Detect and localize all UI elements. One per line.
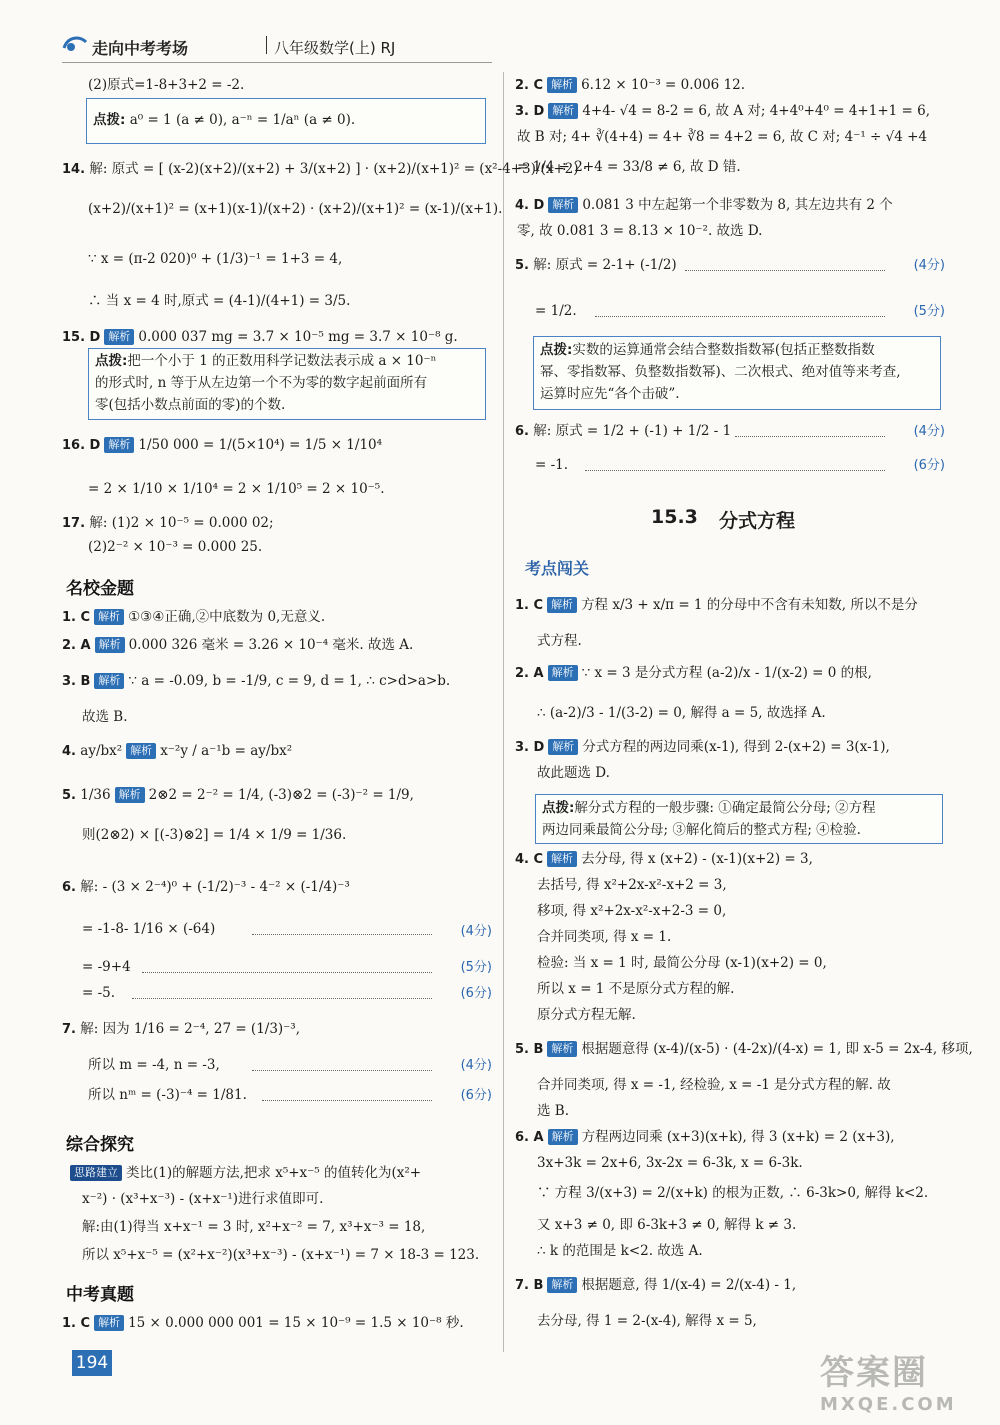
column-divider xyxy=(503,72,504,1352)
solution-line: (2)2⁻² × 10⁻³ = 0.000 25. xyxy=(88,539,263,555)
solution-line: ∴ 当 x = 4 时,原式 = (4-1)/(4+1) = 3/5. xyxy=(88,293,351,309)
tip-label: 点拨: xyxy=(540,342,573,358)
tip-text: 幂、零指数幂、负整数指数幂)、二次根式、绝对值等来考查, xyxy=(540,364,901,380)
analysis-tag: 解析 xyxy=(547,1277,577,1293)
solution-line: 原式 = [ (x-2)(x+2)/(x+2) + 3/(x+2) ] · (x+2)/(x+1)² = (x²-4+3)/(x+2) · xyxy=(111,161,588,177)
solution-label: 解: xyxy=(89,161,108,177)
tip-label: 点拨: xyxy=(542,800,575,816)
idea-tag: 思路建立 xyxy=(70,1165,122,1181)
analysis-tag: 解析 xyxy=(126,743,156,759)
question-number: 3. B xyxy=(62,674,91,689)
analysis-text: 0.000 326 毫米 = 3.26 × 10⁻⁴ 毫米. 故选 A. xyxy=(128,637,414,653)
solution-line: 原式 = 1/2 + (-1) + 1/2 - 1 xyxy=(555,423,732,439)
analysis-text: 零, 故 0.081 3 = 8.13 × 10⁻². 故选 D. xyxy=(517,223,763,239)
score-mark: (4分) xyxy=(460,924,492,939)
analysis-text: 所以 x = 1 不是原分式方程的解. xyxy=(537,981,735,997)
answer-value: 1/36 xyxy=(80,787,111,803)
watermark-logo xyxy=(820,1345,970,1415)
analysis-text: ∵ a = -0.09, b = -1/9, c = 9, d = 1, ∴ c>d>a>b. xyxy=(128,673,451,689)
score-mark: (5分) xyxy=(913,304,945,319)
dotted-leader xyxy=(142,972,432,973)
solution-line: 所以 nᵐ = (-3)⁻⁴ = 1/81. xyxy=(88,1087,247,1103)
question-number: 4. xyxy=(62,744,76,759)
solution-line: 原式 = 2-1+ (-1/2) xyxy=(555,257,677,273)
question-number: 17. xyxy=(62,516,86,531)
analysis-tag: 解析 xyxy=(94,673,124,689)
tip-text: 解分式方程的一般步骤: ①确定最简公分母; ②方程 xyxy=(574,800,876,816)
chapter-number: 15.3 xyxy=(651,506,698,528)
question-number: 2. A xyxy=(62,638,91,653)
question-number: 16. D xyxy=(62,438,101,453)
analysis-tag: 解析 xyxy=(548,665,578,681)
solution-line: (1)2 × 10⁻⁵ = 0.000 02; xyxy=(111,515,274,531)
analysis-tag: 解析 xyxy=(548,197,578,213)
question-number: 5. xyxy=(515,258,529,273)
header-rule xyxy=(62,62,492,63)
solution-line: 所以 x⁵+x⁻⁵ = (x²+x⁻²)(x³+x⁻³) - (x+x⁻¹) = 7 × 18-3 = 123. xyxy=(82,1247,480,1263)
analysis-text: 1/50 000 = 1/(5×10⁴) = 1/5 × 1/10⁴ xyxy=(138,437,383,453)
answer-line: (2)原式=1-8+3+2 = -2. xyxy=(88,77,245,93)
dotted-leader xyxy=(262,1100,432,1101)
analysis-tag: 解析 xyxy=(95,637,125,653)
analysis-text: 6.12 × 10⁻³ = 0.006 12. xyxy=(581,77,746,93)
analysis-text: 去分母, 得 x (x+2) - (x-1)(x+2) = 3, xyxy=(581,851,813,867)
section-title: 名校金题 xyxy=(66,579,134,599)
question-number: 6. A xyxy=(515,1130,544,1145)
dotted-leader xyxy=(252,1070,432,1071)
question-number: 1. C xyxy=(62,610,91,625)
solution-line: = -1-8- 1/16 × (-64) xyxy=(82,921,216,937)
idea-text: x⁻²) · (x³+x⁻³) - (x+x⁻¹)进行求值即可. xyxy=(82,1191,324,1207)
brand-name: 走向中考考场 xyxy=(92,39,189,58)
tip-text: 实数的运算通常会结合整数指数幂(包括正整数指数 xyxy=(572,342,875,358)
analysis-text: = 2 × 1/10 × 1/10⁴ = 2 × 1/10⁵ = 2 × 10⁻⁵. xyxy=(88,481,385,497)
chapter-title: 分式方程 xyxy=(719,510,796,532)
page-header xyxy=(62,30,962,60)
tip-box xyxy=(88,348,486,420)
question-number: 4. C xyxy=(515,852,544,867)
analysis-text: 合并同类项, 得 x = -1, 经检验, x = -1 是分式方程的解. 故 xyxy=(537,1077,891,1093)
question-number: 3. D xyxy=(515,104,545,119)
dotted-leader xyxy=(252,934,432,935)
analysis-text: 4+4- √4 = 8-2 = 6, 故 A 对; 4+4⁰+4⁰ = 4+1+1 = 6, xyxy=(582,103,930,119)
score-mark: (4分) xyxy=(913,424,945,439)
question-number: 1. C xyxy=(515,598,544,613)
dotted-leader xyxy=(132,998,432,999)
analysis-text: 0.081 3 中左起第一个非零数为 8, 其左边共有 2 个 xyxy=(582,197,893,213)
analysis-text: 则(2⊗2) × [(-3)⊗2] = 1/4 × 1/9 = 1/36. xyxy=(82,827,347,843)
question-number: 4. D xyxy=(515,198,545,213)
analysis-text: 原分式方程无解. xyxy=(537,1007,636,1023)
idea-text: 类比(1)的解题方法,把求 x⁵+x⁻⁵ 的值转化为(x²+ xyxy=(126,1165,422,1181)
tip-text: 的形式时, n 等于从左边第一个不为零的数字起前面所有 xyxy=(95,375,428,391)
analysis-text: 式方程. xyxy=(537,633,582,649)
analysis-text: 2⊗2 = 2⁻² = 1/4, (-3)⊗2 = (-3)⁻² = 1/9, xyxy=(148,787,414,803)
tip-box xyxy=(533,336,941,410)
solution-line: = -1. xyxy=(535,457,569,473)
analysis-text: x⁻²y / a⁻¹b = ay/bx² xyxy=(160,743,293,759)
analysis-text: 15 × 0.000 000 001 = 15 × 10⁻⁹ = 1.5 × 10⁻⁸ 秒. xyxy=(128,1315,464,1331)
analysis-text: 根据题意, 得 1/(x-4) = 2/(x-4) - 1, xyxy=(581,1277,797,1293)
score-mark: (4分) xyxy=(460,1058,492,1073)
score-mark: (6分) xyxy=(913,458,945,473)
solution-line: - (3 × 2⁻⁴)⁰ + (-1/2)⁻³ - 4⁻² × (-1/4)⁻³ xyxy=(102,879,350,895)
analysis-text: ①③④正确,②中底数为 0,无意义. xyxy=(128,609,326,625)
question-number: 2. C xyxy=(515,78,544,93)
analysis-text: 分式方程的两边同乘(x-1), 得到 2-(x+2) = 3(x-1), xyxy=(582,739,890,755)
analysis-text: ∴ (a-2)/3 - 1/(3-2) = 0, 解得 a = 5, 故选择 A. xyxy=(537,705,826,721)
section-title: 综合探究 xyxy=(66,1135,134,1155)
analysis-tag: 解析 xyxy=(548,739,578,755)
tip-text: 把一个小于 1 的正数用科学记数法表示成 a × 10⁻ⁿ xyxy=(127,353,437,369)
analysis-text: 3x+3k = 2x+6, 3x-2x = 6-3k, x = 6-3k. xyxy=(537,1155,803,1171)
question-number: 15. D xyxy=(62,330,101,345)
question-number: 5. xyxy=(62,788,76,803)
analysis-tag: 解析 xyxy=(104,437,134,453)
header-divider xyxy=(266,36,267,54)
question-number: 5. B xyxy=(515,1042,544,1057)
analysis-text: 故此题选 D. xyxy=(537,765,610,781)
section-title: 考点闯关 xyxy=(525,559,590,578)
tip-label: 点拨: xyxy=(93,112,126,128)
solution-label: 解: xyxy=(533,257,552,273)
tip-label: 点拨: xyxy=(95,353,128,369)
solution-line: 因为 1/16 = 2⁻⁴, 27 = (1/3)⁻³, xyxy=(102,1021,301,1037)
analysis-tag: 解析 xyxy=(547,597,577,613)
section-title: 中考真题 xyxy=(66,1285,134,1305)
dotted-leader xyxy=(585,470,885,471)
watermark-text: 答案圈 xyxy=(820,1353,928,1393)
analysis-tag: 解析 xyxy=(547,1041,577,1057)
tip-box xyxy=(86,98,486,144)
question-number: 6. xyxy=(62,880,76,895)
analysis-text: 0.000 037 mg = 3.7 × 10⁻⁵ mg = 3.7 × 10⁻⁸ g. xyxy=(138,329,458,345)
page-number: 194 xyxy=(72,1350,112,1376)
analysis-text: 根据题意得 (x-4)/(x-5) · (4-2x)/(4-x) = 1, 即 x-5 = 2x-4, 移项, xyxy=(581,1041,973,1057)
watermark-url: MXQE.COM xyxy=(820,1394,957,1415)
analysis-tag: 解析 xyxy=(547,77,577,93)
solution-label: 解: xyxy=(89,515,108,531)
analysis-text: 移项, 得 x²+2x-x²-x+2-3 = 0, xyxy=(537,903,727,919)
analysis-text: 合并同类项, 得 x = 1. xyxy=(537,929,672,945)
analysis-text: ∴ k 的范围是 k<2. 故选 A. xyxy=(537,1243,703,1259)
analysis-tag: 解析 xyxy=(104,329,134,345)
analysis-text: 去括号, 得 x²+2x-x²-x+2 = 3, xyxy=(537,877,727,893)
analysis-text: 选 B. xyxy=(537,1103,570,1119)
analysis-text: 故选 B. xyxy=(82,709,128,725)
tip-text: 零(包括小数点前面的零)的个数. xyxy=(95,397,286,413)
analysis-text: ∵ 方程 3/(x+3) = 2/(x+k) 的根为正数, ∴ 6-3k>0, 解得 k<2. xyxy=(537,1185,929,1201)
solution-line: = 1/2. xyxy=(535,303,577,319)
solution-label: 解: xyxy=(533,423,552,439)
analysis-text: 方程两边同乘 (x+3)(x+k), 得 3 (x+k) = 2 (x+3), xyxy=(581,1129,895,1145)
tip-text: 两边同乘最简公分母; ③解化简后的整式方程; ④检验. xyxy=(542,822,861,838)
solution-line: 解:由(1)得当 x+x⁻¹ = 3 时, x²+x⁻² = 7, x³+x⁻³ = 18, xyxy=(82,1219,426,1235)
score-mark: (5分) xyxy=(460,960,492,975)
analysis-tag: 解析 xyxy=(94,609,124,625)
analysis-tag: 解析 xyxy=(547,851,577,867)
question-number: 14. xyxy=(62,162,86,177)
solution-line: = -5. xyxy=(82,985,116,1001)
solution-label: 解: xyxy=(80,1021,99,1037)
dotted-leader xyxy=(735,436,885,437)
analysis-text: 又 x+3 ≠ 0, 即 6-3k+3 ≠ 0, 解得 k ≠ 3. xyxy=(537,1217,797,1233)
analysis-tag: 解析 xyxy=(548,103,578,119)
solution-line: 所以 m = -4, n = -3, xyxy=(88,1057,220,1073)
question-number: 3. D xyxy=(515,740,545,755)
book-grade: 八年级数学(上) RJ xyxy=(274,39,396,57)
solution-line: ∵ x = (π-2 020)⁰ + (1/3)⁻¹ = 1+3 = 4, xyxy=(88,251,343,267)
analysis-text: 方程 x/3 + x/π = 1 的分母中不含有未知数, 所以不是分 xyxy=(581,597,918,613)
tip-text: a⁰ = 1 (a ≠ 0), a⁻ⁿ = 1/aⁿ (a ≠ 0). xyxy=(129,112,356,128)
score-mark: (4分) xyxy=(913,258,945,273)
analysis-text: 去分母, 得 1 = 2-(x-4), 解得 x = 5, xyxy=(537,1313,757,1329)
question-number: 7. B xyxy=(515,1278,544,1293)
score-mark: (6分) xyxy=(460,986,492,1001)
question-number: 1. C xyxy=(62,1316,91,1331)
analysis-text: 故 B 对; 4+ ∛(4+4) = 4+ ∛8 = 4+2 = 6, 故 C 对; 4⁻¹ ÷ √4 +4 xyxy=(517,129,928,145)
answer-value: ay/bx² xyxy=(80,743,123,759)
tip-box xyxy=(535,794,943,844)
dotted-leader xyxy=(685,270,885,271)
analysis-text: = 1/4 ÷ 2+4 = 33/8 ≠ 6, 故 D 错. xyxy=(517,159,741,175)
brand-logo-icon xyxy=(62,34,88,54)
analysis-tag: 解析 xyxy=(115,787,145,803)
question-number: 6. xyxy=(515,424,529,439)
score-mark: (6分) xyxy=(460,1088,492,1103)
analysis-text: ∵ x = 3 是分式方程 (a-2)/x - 1/(x-2) = 0 的根, xyxy=(581,665,872,681)
tip-text: 运算时应先“各个击破”. xyxy=(540,386,680,402)
analysis-tag: 解析 xyxy=(94,1315,124,1331)
question-number: 2. A xyxy=(515,666,544,681)
analysis-text: 检验: 当 x = 1 时, 最简公分母 (x-1)(x+2) = 0, xyxy=(537,955,827,971)
solution-line: (x+2)/(x+1)² = (x+1)(x-1)/(x+2) · (x+2)/(x+1)² = (x-1)/(x+1). xyxy=(88,201,503,217)
dotted-leader xyxy=(595,316,885,317)
solution-line: = -9+4 xyxy=(82,959,131,975)
solution-label: 解: xyxy=(80,879,99,895)
question-number: 7. xyxy=(62,1022,76,1037)
analysis-tag: 解析 xyxy=(548,1129,578,1145)
